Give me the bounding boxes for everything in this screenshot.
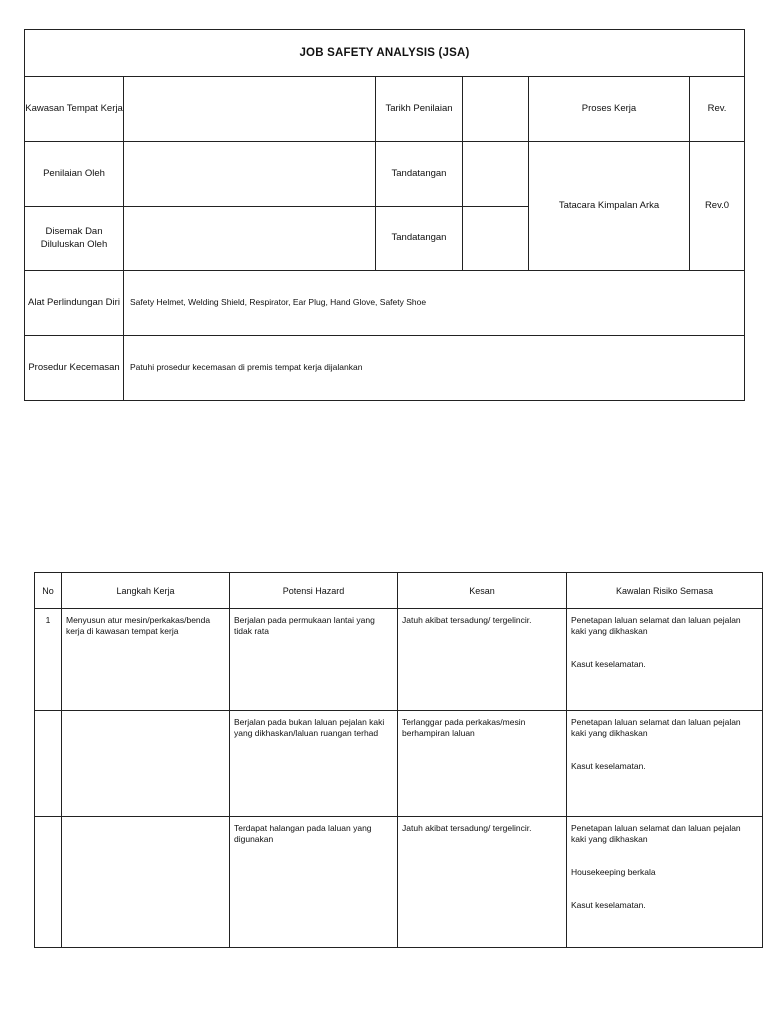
row-number bbox=[35, 817, 62, 948]
proses-value: Tatacara Kimpalan Arka bbox=[529, 142, 690, 271]
potensi-hazard-cell: Berjalan pada permukaan lantai yang tidak rata bbox=[230, 609, 398, 711]
task-table-header-row bbox=[35, 573, 763, 609]
prosedur-label: Prosedur Kecemasan bbox=[25, 336, 124, 401]
table-row bbox=[35, 817, 763, 948]
kawalan-item: Penetapan laluan selamat dan laluan pejalan kaki yang dikhaskan bbox=[571, 717, 741, 739]
tarikh-label: Tarikh Penilaian bbox=[376, 77, 463, 142]
disemak-label: Disemak Dan Diluluskan Oleh bbox=[25, 207, 124, 271]
potensi-hazard-cell: Berjalan pada bukan laluan pejalan kaki yang dikhaskan/laluan ruangan terhad bbox=[230, 711, 398, 817]
penilaian-value bbox=[124, 142, 376, 207]
document-title: JOB SAFETY ANALYSIS (JSA) bbox=[25, 30, 745, 77]
penilaian-label: Penilaian Oleh bbox=[25, 142, 124, 207]
apd-label: Alat Perlindungan Diri bbox=[25, 271, 124, 336]
disemak-value bbox=[124, 207, 376, 271]
column-header-kawalan-risiko: Kawalan Risiko Semasa bbox=[567, 573, 763, 609]
tandatangan-value-1 bbox=[463, 142, 529, 207]
apd-value: Safety Helmet, Welding Shield, Respirator, Ear Plug, Hand Glove, Safety Shoe bbox=[124, 271, 745, 336]
rev-value: Rev.0 bbox=[690, 142, 745, 271]
kesan-cell: Terlanggar pada perkakas/mesin berhampiran laluan bbox=[398, 711, 567, 817]
jsa-header-table bbox=[24, 29, 745, 401]
header-title-row bbox=[25, 30, 745, 77]
langkah-kerja-cell bbox=[62, 817, 230, 948]
table-row bbox=[35, 609, 763, 711]
tandatangan-label-1: Tandatangan bbox=[376, 142, 463, 207]
kawalan-risiko-cell bbox=[567, 817, 763, 948]
langkah-kerja-cell: Menyusun atur mesin/perkakas/benda kerja di kawasan tempat kerja bbox=[62, 609, 230, 711]
kawalan-item: Penetapan laluan selamat dan laluan pejalan kaki yang dikhaskan bbox=[571, 823, 741, 845]
column-header-langkah-kerja: Langkah Kerja bbox=[62, 573, 230, 609]
column-header-no: No bbox=[35, 573, 62, 609]
column-header-potensi-hazard: Potensi Hazard bbox=[230, 573, 398, 609]
header-row-apd bbox=[25, 271, 745, 336]
kawalan-item: Kasut keselamatan. bbox=[571, 900, 646, 911]
kawalan-item: Housekeeping berkala bbox=[571, 867, 656, 878]
kawalan-item: Kasut keselamatan. bbox=[571, 761, 646, 772]
tandatangan-value-2 bbox=[463, 207, 529, 271]
kawalan-item: Kasut keselamatan. bbox=[571, 659, 646, 670]
kawalan-item: Penetapan laluan selamat dan laluan pejalan kaki yang dikhaskan bbox=[571, 615, 741, 637]
row-number bbox=[35, 711, 62, 817]
kesan-cell: Jatuh akibat tersadung/ tergelincir. bbox=[398, 817, 567, 948]
kesan-cell: Jatuh akibat tersadung/ tergelincir. bbox=[398, 609, 567, 711]
header-row-prosedur bbox=[25, 336, 745, 401]
langkah-kerja-cell bbox=[62, 711, 230, 817]
kawalan-risiko-cell bbox=[567, 711, 763, 817]
kawasan-value bbox=[124, 77, 376, 142]
header-row-penilaian bbox=[25, 142, 745, 207]
kawasan-label: Kawasan Tempat Kerja bbox=[25, 77, 124, 142]
tandatangan-label-2: Tandatangan bbox=[376, 207, 463, 271]
tarikh-value bbox=[463, 77, 529, 142]
potensi-hazard-cell: Terdapat halangan pada laluan yang digunakan bbox=[230, 817, 398, 948]
jsa-task-table bbox=[34, 572, 763, 948]
table-row bbox=[35, 711, 763, 817]
prosedur-value: Patuhi prosedur kecemasan di premis tempat kerja dijalankan bbox=[124, 336, 745, 401]
rev-label: Rev. bbox=[690, 77, 745, 142]
column-header-kesan: Kesan bbox=[398, 573, 567, 609]
proses-label: Proses Kerja bbox=[529, 77, 690, 142]
row-number: 1 bbox=[35, 609, 62, 711]
kawalan-risiko-cell bbox=[567, 609, 763, 711]
header-row-kawasan bbox=[25, 77, 745, 142]
